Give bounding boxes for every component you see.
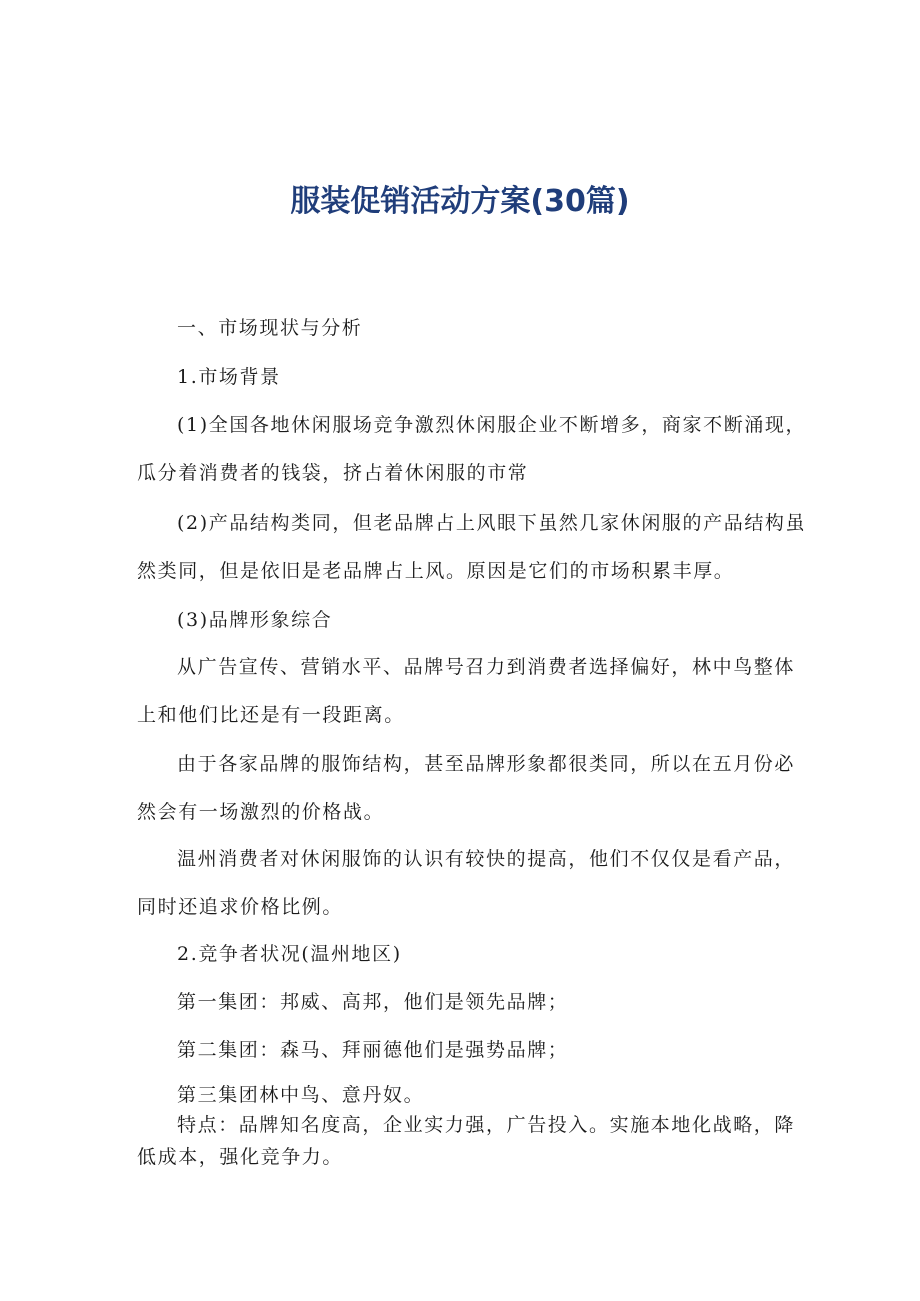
paragraph-competition xyxy=(137,401,807,497)
text-line: 温州消费者对休闲服饰的认识有较快的提高，他们不仅仅是看产品， xyxy=(177,848,796,870)
text-line: 上和他们比还是有一段距离。 xyxy=(137,704,405,726)
paragraph-consumers xyxy=(137,835,797,931)
text-line: 特点：品牌知名度高，企业实力强，广告投入。实施本地化战略，降 xyxy=(177,1114,796,1136)
text-line: 由于各家品牌的服饰结构，甚至品牌形象都很类同，所以在五月份必 xyxy=(177,753,796,775)
text-line: 同时还追求价格比例。 xyxy=(137,896,344,918)
text-line: 然类同，但是依旧是老品牌占上风。原因是它们的市场积累丰厚。 xyxy=(137,560,735,582)
subheading-market-background: 1.市场背景 xyxy=(177,366,281,388)
text-group-three: 第三集团林中鸟、意丹奴。 xyxy=(177,1084,425,1106)
text-line: 然会有一场激烈的价格战。 xyxy=(137,801,385,823)
text-line: 瓜分着消费者的钱袋，挤占着休闲服的市常 xyxy=(137,462,529,484)
heading-market-status: 一、市场现状与分析 xyxy=(177,317,363,339)
text-line: 低成本，强化竞争力。 xyxy=(137,1146,344,1168)
document-title: 服装促销活动方案(30篇) xyxy=(290,184,630,220)
text-line: (1)全国各地休闲服场竞争激烈休闲服企业不断增多，商家不断涌现， xyxy=(177,414,807,436)
text-line: (2)产品结构类同，但老品牌占上风眼下虽然几家休闲服的产品结构虽 xyxy=(177,512,807,534)
paragraph-features xyxy=(137,1109,797,1173)
subheading-brand-image: (3)品牌形象综合 xyxy=(177,609,333,631)
paragraph-product-structure xyxy=(137,499,807,595)
text-group-two: 第二集团：森马、拜丽德他们是强势品牌； xyxy=(177,1039,569,1061)
paragraph-price-war xyxy=(137,740,797,836)
subheading-competitors: 2.竞争者状况(温州地区) xyxy=(177,943,402,965)
text-group-one: 第一集团：邦威、高邦，他们是领先品牌； xyxy=(177,991,569,1013)
paragraph-brand-gap xyxy=(137,643,797,739)
text-line: 从广告宣传、营销水平、品牌号召力到消费者选择偏好，林中鸟整体 xyxy=(177,656,796,678)
